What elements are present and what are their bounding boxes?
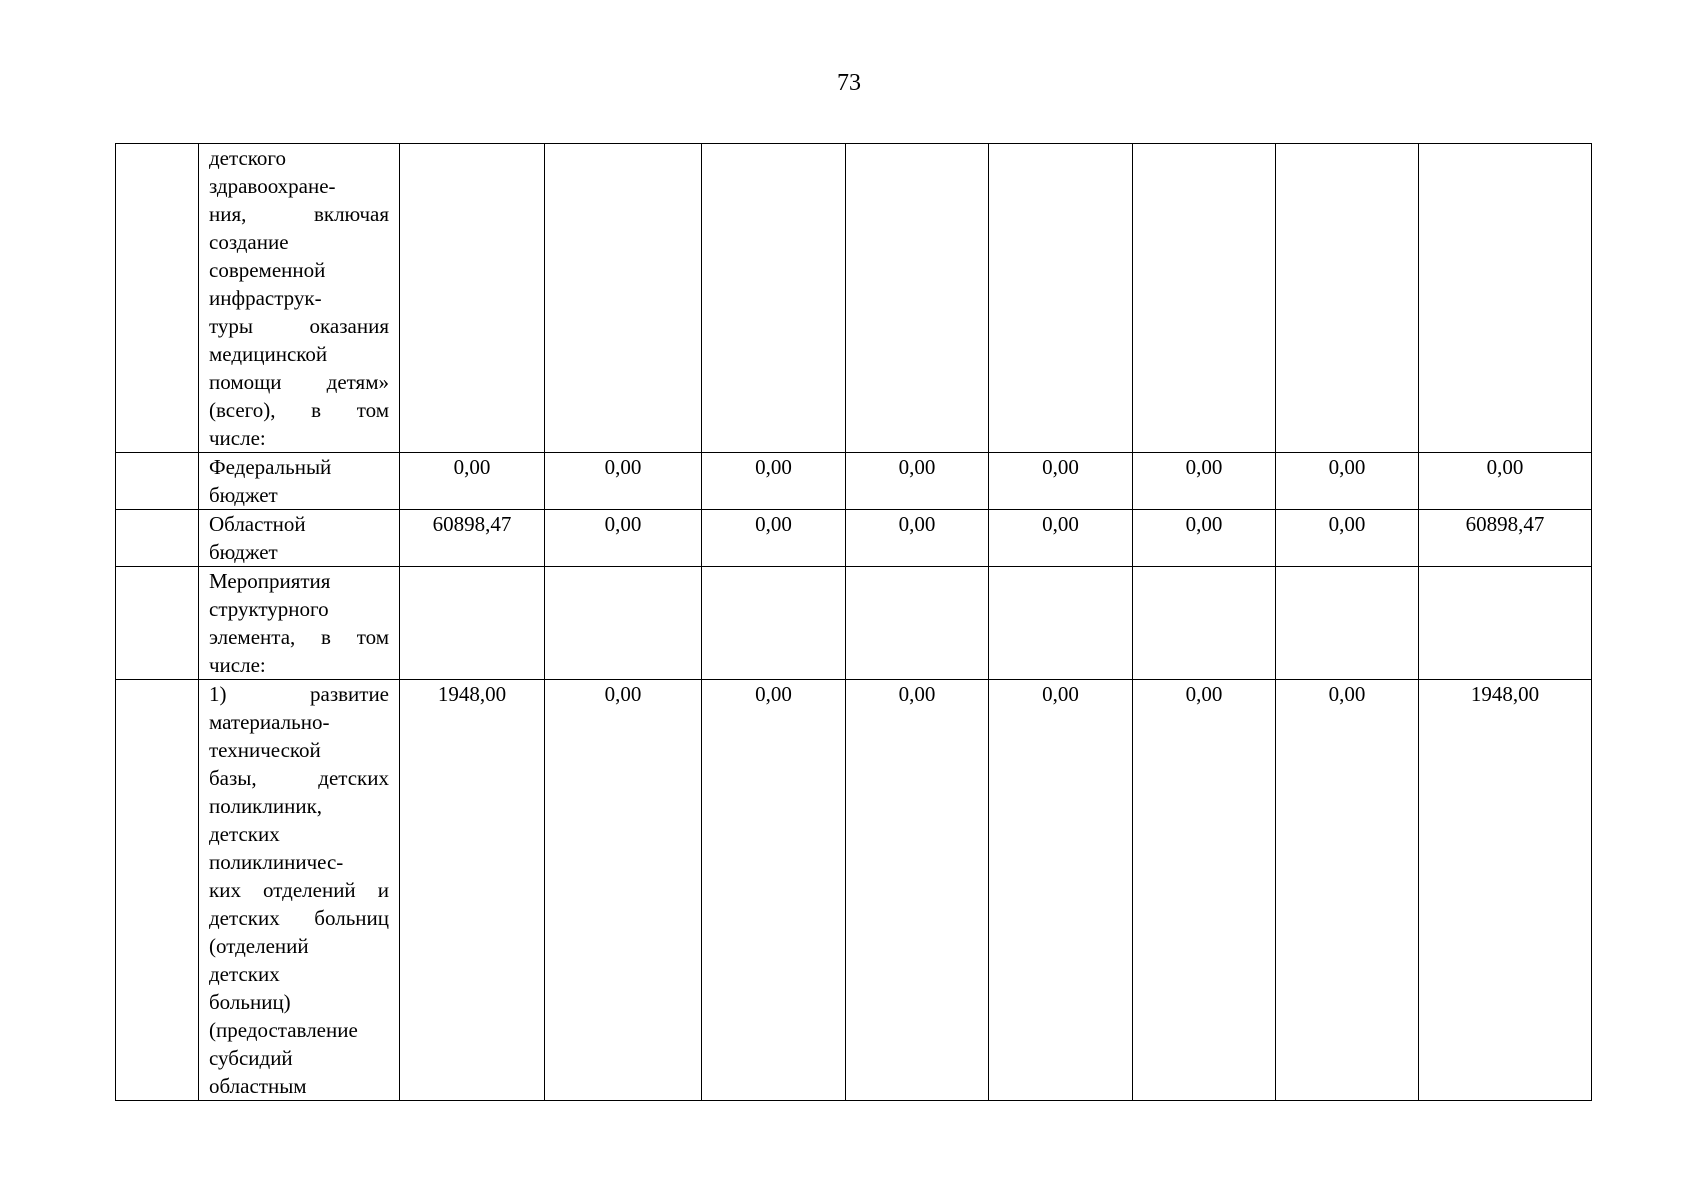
description-line: (отделений bbox=[209, 934, 309, 958]
description-line: туры оказания bbox=[209, 314, 389, 338]
value-cell: 0,00 bbox=[989, 510, 1133, 567]
description-line: поликлиничес- bbox=[209, 850, 344, 874]
description-line: современной bbox=[209, 258, 326, 282]
description-line: элемента, в том bbox=[209, 625, 389, 649]
page-number: 73 bbox=[837, 70, 861, 96]
value-cell bbox=[989, 144, 1133, 453]
value-cell bbox=[846, 144, 989, 453]
row-description-cell bbox=[199, 453, 400, 510]
description-line: детского bbox=[209, 146, 286, 170]
table-body bbox=[116, 144, 1592, 1101]
description-line: поликлиник, bbox=[209, 794, 323, 818]
description-line: (всего), в том bbox=[209, 398, 389, 422]
value-cell: 0,00 bbox=[545, 680, 702, 1101]
description-line: базы, детских bbox=[209, 766, 389, 790]
description-line: ния, включая bbox=[209, 202, 389, 226]
description-line: бюджет bbox=[209, 483, 278, 507]
value-cell: 0,00 bbox=[1133, 510, 1276, 567]
value-cell: 0,00 bbox=[400, 453, 545, 510]
value-cell bbox=[1276, 567, 1419, 680]
table-row bbox=[116, 510, 1592, 567]
value-cell: 0,00 bbox=[702, 510, 846, 567]
description-line: областным bbox=[209, 1074, 307, 1098]
row-number-cell bbox=[116, 680, 199, 1101]
description-line: субсидий bbox=[209, 1046, 293, 1070]
table-row bbox=[116, 453, 1592, 510]
description-line: технической bbox=[209, 738, 321, 762]
description-line: Мероприятия bbox=[209, 569, 331, 593]
value-cell: 0,00 bbox=[846, 680, 989, 1101]
value-cell bbox=[1419, 567, 1592, 680]
table-row bbox=[116, 144, 1592, 453]
value-cell bbox=[989, 567, 1133, 680]
description-line: Федеральный bbox=[209, 455, 332, 479]
value-cell: 0,00 bbox=[1276, 680, 1419, 1101]
budget-table bbox=[115, 143, 1592, 1101]
value-cell: 0,00 bbox=[1133, 680, 1276, 1101]
value-cell bbox=[545, 567, 702, 680]
value-cell: 1948,00 bbox=[1419, 680, 1592, 1101]
value-cell: 0,00 bbox=[1133, 453, 1276, 510]
value-cell: 0,00 bbox=[1276, 510, 1419, 567]
description-line: числе: bbox=[209, 426, 266, 450]
row-number-cell bbox=[116, 453, 199, 510]
description-line: детских bbox=[209, 822, 280, 846]
description-line: больниц) bbox=[209, 990, 291, 1014]
description-line: инфраструк- bbox=[209, 286, 322, 310]
table-row bbox=[116, 567, 1592, 680]
value-cell: 0,00 bbox=[702, 680, 846, 1101]
value-cell: 60898,47 bbox=[1419, 510, 1592, 567]
value-cell bbox=[1133, 567, 1276, 680]
value-cell: 0,00 bbox=[702, 453, 846, 510]
row-description-cell bbox=[199, 680, 400, 1101]
value-cell: 1948,00 bbox=[400, 680, 545, 1101]
row-number-cell bbox=[116, 567, 199, 680]
table-row bbox=[116, 680, 1592, 1101]
description-line: ких отделений и bbox=[209, 878, 389, 902]
description-line: Областной bbox=[209, 512, 306, 536]
value-cell bbox=[1133, 144, 1276, 453]
value-cell bbox=[400, 144, 545, 453]
value-cell: 0,00 bbox=[1419, 453, 1592, 510]
row-number-cell bbox=[116, 510, 199, 567]
description-line: детских bbox=[209, 962, 280, 986]
value-cell: 0,00 bbox=[989, 453, 1133, 510]
row-description-cell bbox=[199, 567, 400, 680]
description-line: числе: bbox=[209, 653, 266, 677]
value-cell: 0,00 bbox=[989, 680, 1133, 1101]
description-line: материально- bbox=[209, 710, 330, 734]
description-line: бюджет bbox=[209, 540, 278, 564]
value-cell bbox=[545, 144, 702, 453]
row-number-cell bbox=[116, 144, 199, 453]
description-line: помощи детям» bbox=[209, 370, 389, 394]
value-cell bbox=[702, 144, 846, 453]
description-line: медицинской bbox=[209, 342, 328, 366]
description-line: структурного bbox=[209, 597, 329, 621]
value-cell bbox=[1419, 144, 1592, 453]
value-cell: 0,00 bbox=[846, 510, 989, 567]
value-cell bbox=[846, 567, 989, 680]
value-cell: 60898,47 bbox=[400, 510, 545, 567]
value-cell bbox=[1276, 144, 1419, 453]
value-cell: 0,00 bbox=[846, 453, 989, 510]
value-cell: 0,00 bbox=[545, 510, 702, 567]
value-cell bbox=[400, 567, 545, 680]
description-line: создание bbox=[209, 230, 289, 254]
description-line: здравоохране- bbox=[209, 174, 336, 198]
description-line: 1) развитие bbox=[209, 682, 389, 706]
description-line: детских больниц bbox=[209, 906, 389, 930]
value-cell: 0,00 bbox=[1276, 453, 1419, 510]
description-line: (предоставление bbox=[209, 1018, 358, 1042]
value-cell: 0,00 bbox=[545, 453, 702, 510]
row-description-cell bbox=[199, 144, 400, 453]
value-cell bbox=[702, 567, 846, 680]
row-description-cell bbox=[199, 510, 400, 567]
